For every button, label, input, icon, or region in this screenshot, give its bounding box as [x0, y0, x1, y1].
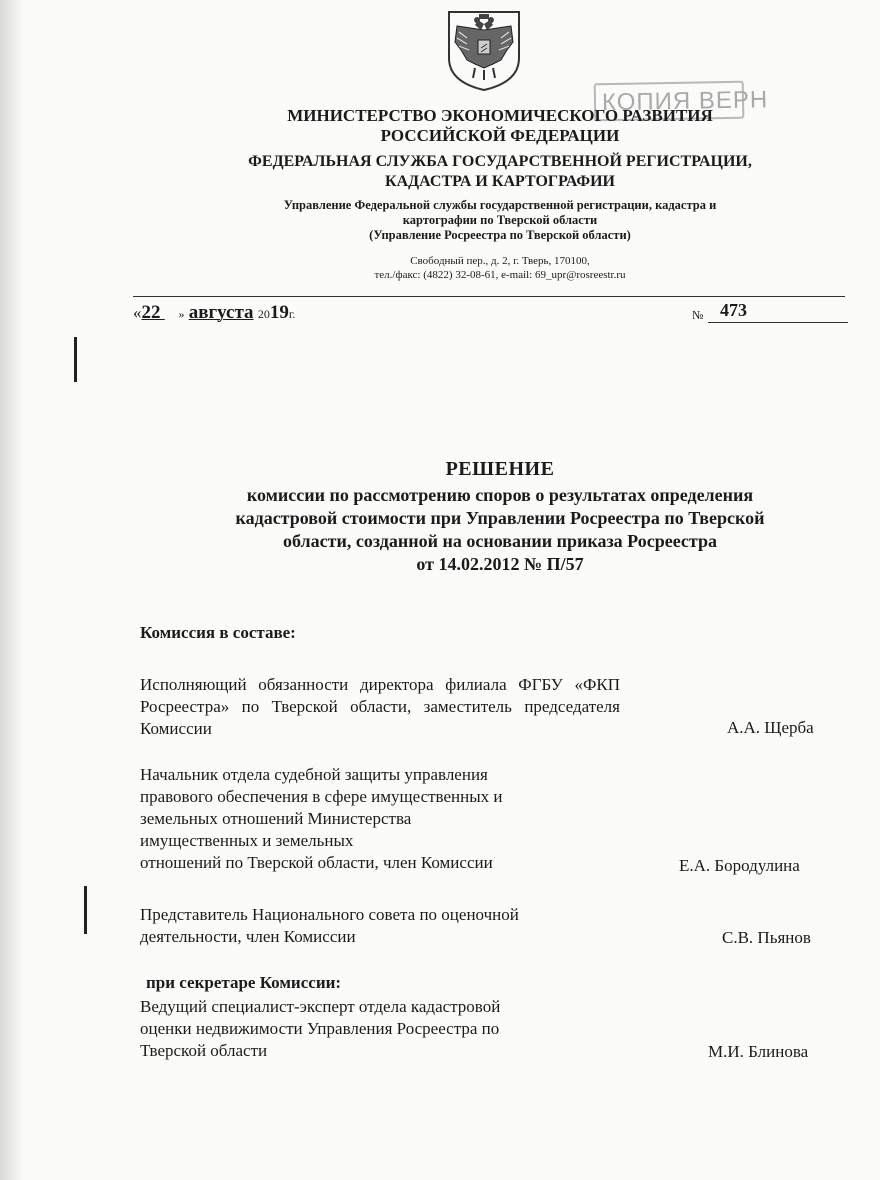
- margin-mark: [74, 337, 77, 382]
- member-name: С.В. Пьянов: [722, 928, 811, 947]
- date-century: 20: [257, 307, 270, 321]
- member-name: Е.А. Бородулина: [679, 856, 800, 875]
- department-address: Свободный пер., д. 2, г. Тверь, 170100, тел./факс: (4822) 32-08-61, e-mail: 69_upr@rosreestr.ru: [374, 255, 626, 281]
- secretary-label: при секретаре Комиссии:: [146, 973, 342, 992]
- date-month: августа: [188, 302, 254, 323]
- number-label: №: [692, 308, 704, 322]
- ministry-name: МИНИСТЕРСТВО ЭКОНОМИЧЕСКОГО РАЗВИТИЯ РОССИЙСКОЙ ФЕДЕРАЦИИ: [287, 106, 713, 145]
- member-role: Представитель Национального совета по оценочной деятельности, член Комиссии: [140, 905, 519, 946]
- secretary-role: Ведущий специалист-эксперт отдела кадастровой оценки недвижимости Управления Росреестра по Тверской области: [140, 997, 501, 1060]
- member-role: Исполняющий обязанности директора филиала ФГБУ «ФКП Росреестра» по Тверской области, заместитель председателя Комиссии: [140, 675, 620, 738]
- date-year: 19: [269, 302, 289, 323]
- service-name: ФЕДЕРАЛЬНАЯ СЛУЖБА ГОСУДАРСТВЕННОЙ РЕГИСТРАЦИИ, КАДАСТРА И КАРТОГРАФИИ: [248, 153, 752, 190]
- document-number: 473: [720, 300, 747, 320]
- date-open-quote: «: [133, 303, 142, 322]
- member-role: Начальник отдела судебной защиты управления правового обеспечения в сфере имущественных и земельных отношений Министерства имущественных и земельных отношений по Тверской области, член Комиссии: [140, 765, 503, 872]
- header-divider: [133, 296, 845, 297]
- scan-edge: [0, 0, 24, 1180]
- date-day-line: [161, 303, 179, 323]
- coat-of-arms-emblem: [445, 8, 523, 92]
- copy-stamp: КОПИЯ ВЕРН: [594, 81, 745, 122]
- document-date: [133, 302, 295, 324]
- member-name: А.А. Щерба: [727, 718, 814, 737]
- commission-label: Комиссия в составе:: [140, 623, 296, 642]
- department-name: Управление Федеральной службы государственной регистрации, кадастра и картографии по Тверской области (Управление Росреестра по Тверской области): [283, 198, 717, 242]
- document-subtitle: комиссии по рассмотрению споров о результатах определения кадастровой стоимости при Управлении Росреестра по Тверской области, созданной на основании приказа Росреестра от 14.02.2012 № П/57: [235, 485, 765, 574]
- date-suffix: г.: [288, 307, 296, 321]
- margin-mark: [84, 886, 87, 934]
- secretary-name: М.И. Блинова: [708, 1042, 809, 1061]
- number-underline: [708, 322, 848, 323]
- document-title: РЕШЕНИЕ: [445, 458, 555, 480]
- date-day: 22: [141, 302, 161, 323]
- date-close-quote: »: [178, 307, 185, 321]
